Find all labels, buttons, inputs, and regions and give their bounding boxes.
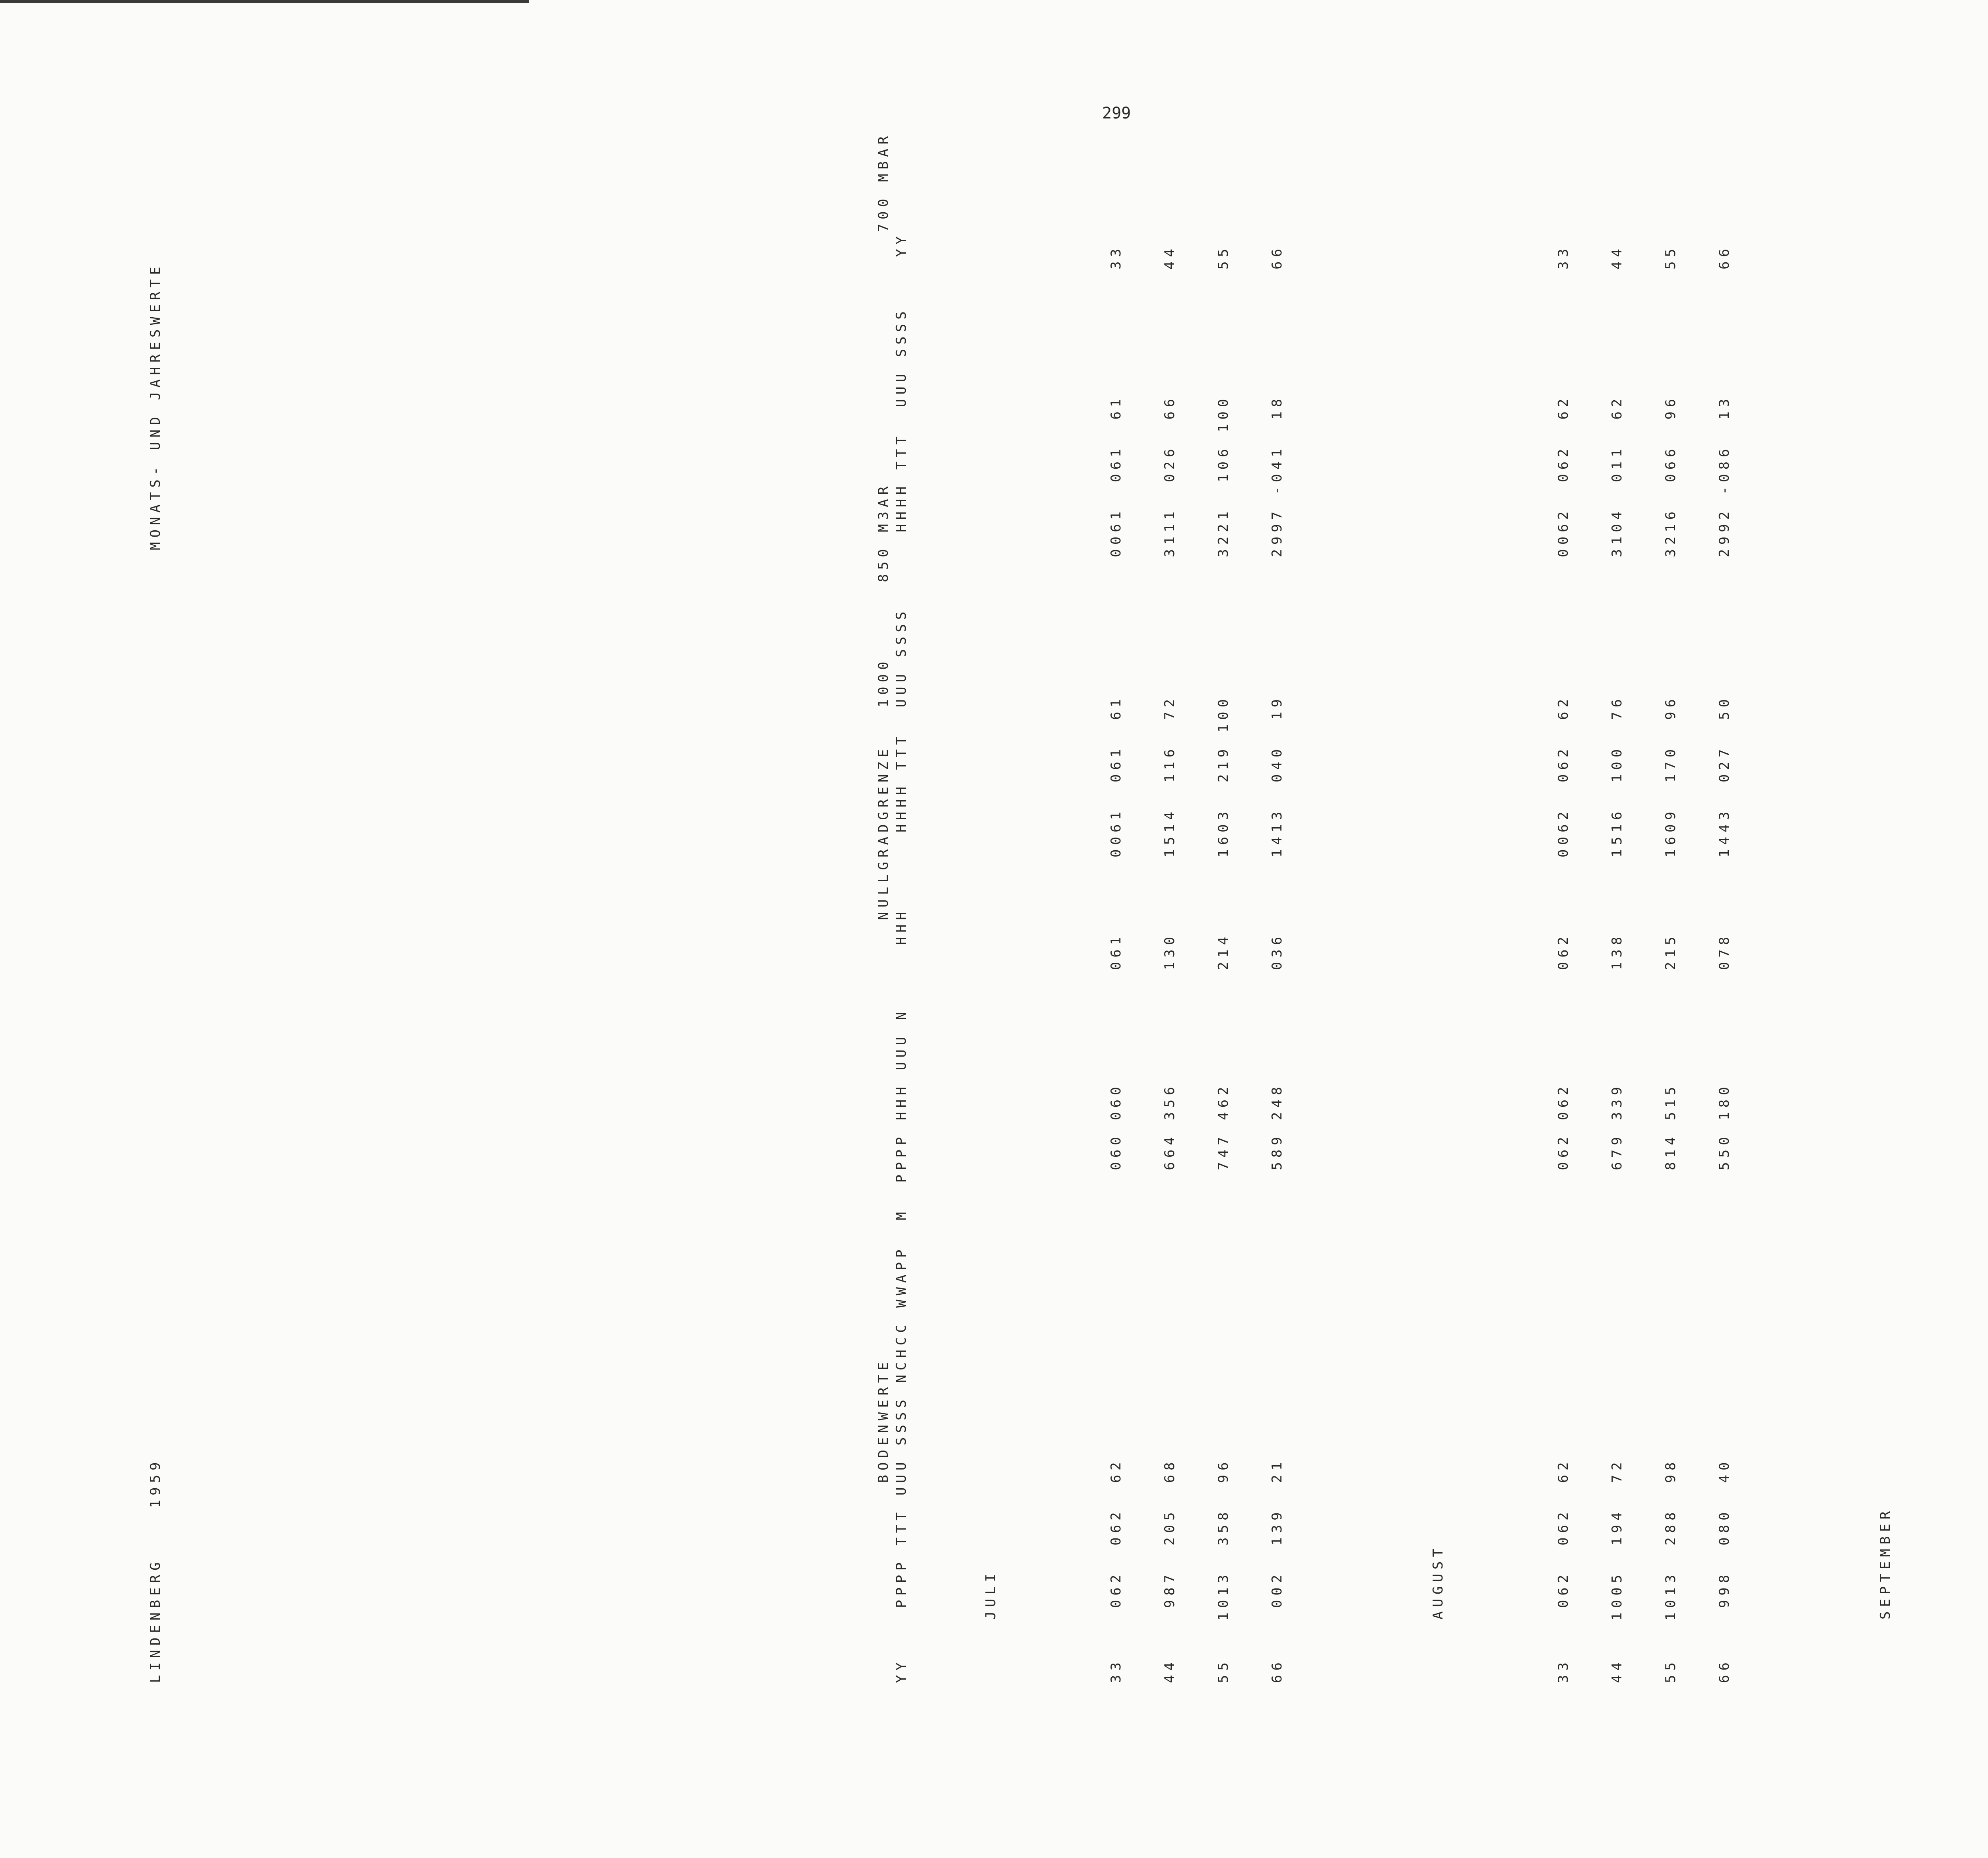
header-spacer bbox=[911, 132, 946, 1683]
data-table bbox=[875, 132, 1988, 1683]
month-spacer bbox=[1036, 132, 1072, 1683]
header-line-2: YY PPPP TTT UUU SSSS NCHCC WWAPP M PPPP HHH UUU N HHH HHHH TTT UUU SSSS HHHH TTT UUU SSSS YY bbox=[893, 232, 909, 1683]
month-block-september bbox=[1841, 132, 1988, 1683]
station-title bbox=[148, 1458, 165, 1683]
table-row: 33 062 062 62 060 060 061 0061 061 61 0061 061 61 33 bbox=[1108, 244, 1124, 1683]
month-label: JULI bbox=[983, 1569, 999, 1619]
header-line-1: BODENWERTE NULLGRADGRENZE 1000 850 M3AR 700 MBAR bbox=[876, 132, 891, 1683]
table-row: 33 062 062 62 062 062 062 0062 062 62 0062 062 62 33 bbox=[1555, 244, 1571, 1683]
month-block-juli bbox=[946, 132, 1394, 1683]
section-title: MONATS- UND JAHRESWERTE bbox=[148, 262, 163, 550]
table-row: 66 002 139 21 589 248 036 1413 040 19 2997 -041 18 66 bbox=[1269, 244, 1285, 1683]
page-number: 299 bbox=[1102, 104, 1131, 122]
month-label: SEPTEMBER bbox=[1877, 1507, 1893, 1619]
month-spacer bbox=[1322, 132, 1358, 1683]
table-row: 55 1013 288 98 814 515 215 1609 170 96 3216 066 96 55 bbox=[1663, 244, 1679, 1683]
table-row: 55 1013 358 96 747 462 214 1603 219 100 3221 106 100 55 bbox=[1215, 244, 1231, 1683]
table-row: 44 987 205 68 664 356 130 1514 116 72 3111 026 66 44 bbox=[1162, 244, 1178, 1683]
month-block-august bbox=[1394, 132, 1841, 1683]
month-spacer bbox=[1483, 132, 1519, 1683]
table-row: 66 998 080 40 550 180 078 1443 027 50 2992 -086 13 66 bbox=[1716, 244, 1732, 1683]
table-row: 44 1005 194 72 679 339 138 1516 100 76 3104 011 62 44 bbox=[1609, 244, 1625, 1683]
station-name: LINDENBERG bbox=[148, 1558, 163, 1683]
station-year: 1959 bbox=[148, 1458, 163, 1508]
month-spacer bbox=[1769, 132, 1805, 1683]
month-label: AUGUST bbox=[1430, 1544, 1446, 1619]
month-spacer bbox=[1930, 132, 1966, 1683]
